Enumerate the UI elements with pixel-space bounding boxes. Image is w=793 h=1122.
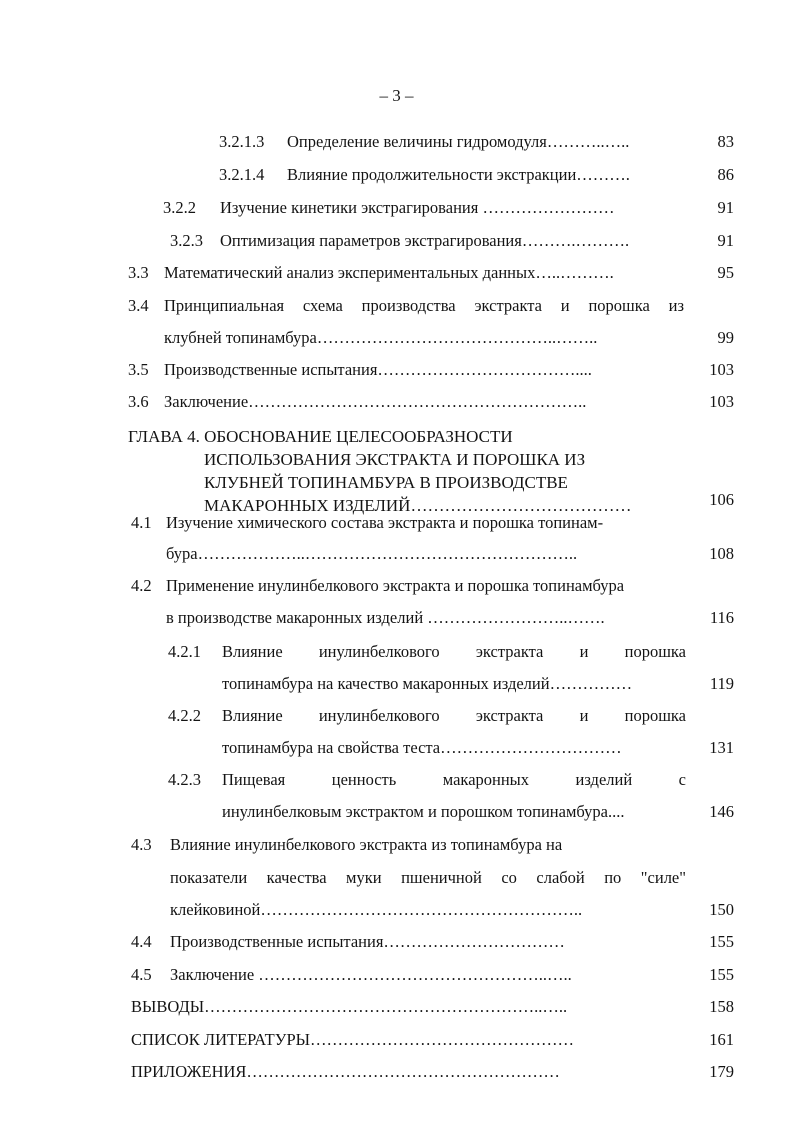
- toc-page-chapter4[interactable]: 106: [709, 490, 734, 509]
- toc-num-3-4: 3.4: [128, 296, 149, 315]
- toc-title-4-2-2-line2[interactable]: топинамбура на свойства теста……………………………: [222, 738, 622, 757]
- toc-page-vyvody[interactable]: 158: [709, 997, 734, 1016]
- toc-page-4-2[interactable]: 116: [709, 608, 734, 627]
- toc-num-4-2-2: 4.2.2: [168, 706, 201, 725]
- toc-num-3-2-2: 3.2.2: [163, 198, 196, 217]
- toc-title-4-5[interactable]: Заключение ……………………………………………..…..: [170, 965, 572, 984]
- toc-page-3-4[interactable]: 99: [717, 328, 734, 347]
- toc-title-4-2-line1[interactable]: Применение инулинбелкового экстракта и порошка топинамбура: [166, 576, 625, 595]
- toc-title-literature[interactable]: СПИСОК ЛИТЕРАТУРЫ…………………………………………: [131, 1030, 575, 1049]
- toc-chapter4-line2[interactable]: ИСПОЛЬЗОВАНИЯ ЭКСТРАКТА И ПОРОШКА ИЗ: [204, 450, 586, 469]
- toc-title-3-4-line1[interactable]: Принципиальная схема производства экстракта и порошка из: [164, 296, 684, 315]
- toc-page-3-2-3[interactable]: 91: [717, 231, 734, 250]
- toc-page-3-6[interactable]: 103: [709, 392, 734, 411]
- toc-page-4-2-1[interactable]: 119: [709, 674, 734, 693]
- toc-num-3-5: 3.5: [128, 360, 149, 379]
- toc-title-3-2-3[interactable]: Оптимизация параметров экстрагирования……….……….: [220, 231, 630, 250]
- toc-page-3-2-1-4[interactable]: 86: [717, 165, 734, 184]
- toc-title-4-2-1-line1[interactable]: Влияние инулинбелкового экстракта и порошка: [222, 642, 686, 661]
- toc-title-3-4-line2[interactable]: клубней топинамбура……………………………………..……..: [164, 328, 598, 347]
- toc-num-4-2-3: 4.2.3: [168, 770, 201, 789]
- toc-page-3-2-1-3[interactable]: 83: [717, 132, 734, 151]
- toc-title-4-2-2-line1[interactable]: Влияние инулинбелкового экстракта и порошка: [222, 706, 686, 725]
- toc-title-4-2-line2[interactable]: в производстве макаронных изделий ……………………..…….: [166, 608, 605, 627]
- toc-title-3-6[interactable]: Заключение……………………………………………………..: [164, 392, 587, 411]
- toc-num-4-3: 4.3: [131, 835, 152, 854]
- toc-title-3-2-1-3[interactable]: Определение величины гидромодуля………..…..: [287, 132, 630, 151]
- toc-title-appendices[interactable]: ПРИЛОЖЕНИЯ…………………………………………………: [131, 1062, 560, 1081]
- toc-num-4-5: 4.5: [131, 965, 152, 984]
- toc-num-3-2-1-4: 3.2.1.4: [219, 165, 265, 184]
- toc-num-4-2: 4.2: [131, 576, 152, 595]
- toc-title-3-5[interactable]: Производственные испытания………………………………....: [164, 360, 592, 379]
- toc-title-4-4[interactable]: Производственные испытания……………………………: [170, 932, 565, 951]
- toc-page-4-3[interactable]: 150: [709, 900, 734, 919]
- toc-title-4-3-line3[interactable]: клейковиной…………………………………………………..: [170, 900, 583, 919]
- toc-page-3-2-2[interactable]: 91: [717, 198, 734, 217]
- toc-title-vyvody[interactable]: ВЫВОДЫ……………………………………………………..…..: [131, 997, 568, 1016]
- toc-num-3-6: 3.6: [128, 392, 149, 411]
- toc-num-3-2-1-3: 3.2.1.3: [219, 132, 265, 151]
- toc-chapter4-line3[interactable]: КЛУБНЕЙ ТОПИНАМБУРА В ПРОИЗВОДСТВЕ: [204, 473, 568, 492]
- toc-title-3-2-2[interactable]: Изучение кинетики экстрагирования ……………………: [220, 198, 615, 217]
- toc-chapter4-line1[interactable]: ГЛАВА 4. ОБОСНОВАНИЕ ЦЕЛЕСООБРАЗНОСТИ: [128, 427, 513, 446]
- toc-page-3-5[interactable]: 103: [709, 360, 734, 379]
- toc-num-4-1: 4.1: [131, 513, 152, 532]
- toc-page-4-1[interactable]: 108: [709, 544, 734, 563]
- toc-title-4-3-line2[interactable]: показатели качества муки пшеничной со слабой по "силе": [170, 868, 686, 887]
- toc-title-4-2-3-line2[interactable]: инулинбелковым экстрактом и порошком топинамбура....: [222, 802, 625, 821]
- toc-num-3-2-3: 3.2.3: [170, 231, 203, 250]
- toc-page-4-2-2[interactable]: 131: [709, 738, 734, 757]
- toc-page-appendices[interactable]: 179: [709, 1062, 734, 1081]
- toc-num-4-2-1: 4.2.1: [168, 642, 201, 661]
- toc-page-4-2-3[interactable]: 146: [709, 802, 734, 821]
- toc-title-4-2-1-line2[interactable]: топинамбура на качество макаронных изделий……………: [222, 674, 633, 693]
- toc-title-3-2-1-4[interactable]: Влияние продолжительности экстракции……….: [287, 165, 630, 184]
- toc-page-4-4[interactable]: 155: [709, 932, 734, 951]
- toc-page-3-3[interactable]: 95: [717, 263, 734, 282]
- toc-chapter4-line4[interactable]: МАКАРОННЫХ ИЗДЕЛИЙ…………………………………: [204, 496, 632, 515]
- toc-page-4-5[interactable]: 155: [709, 965, 734, 984]
- toc-num-4-4: 4.4: [131, 932, 152, 951]
- toc-title-3-3[interactable]: Математический анализ экспериментальных данных…..……….: [164, 263, 614, 282]
- toc-page-literature[interactable]: 161: [709, 1030, 734, 1049]
- toc-title-4-3-line1[interactable]: Влияние инулинбелкового экстракта из топинамбура на: [170, 835, 563, 854]
- toc-num-3-3: 3.3: [128, 263, 149, 282]
- page-number: – 3 –: [379, 86, 414, 105]
- toc-title-4-1-line1[interactable]: Изучение химического состава экстракта и порошка топинам-: [166, 513, 604, 532]
- toc-title-4-2-3-line1[interactable]: Пищевая ценность макаронных изделий с: [222, 770, 686, 789]
- toc-title-4-1-line2[interactable]: бура………………..…………………………………………..: [166, 544, 578, 563]
